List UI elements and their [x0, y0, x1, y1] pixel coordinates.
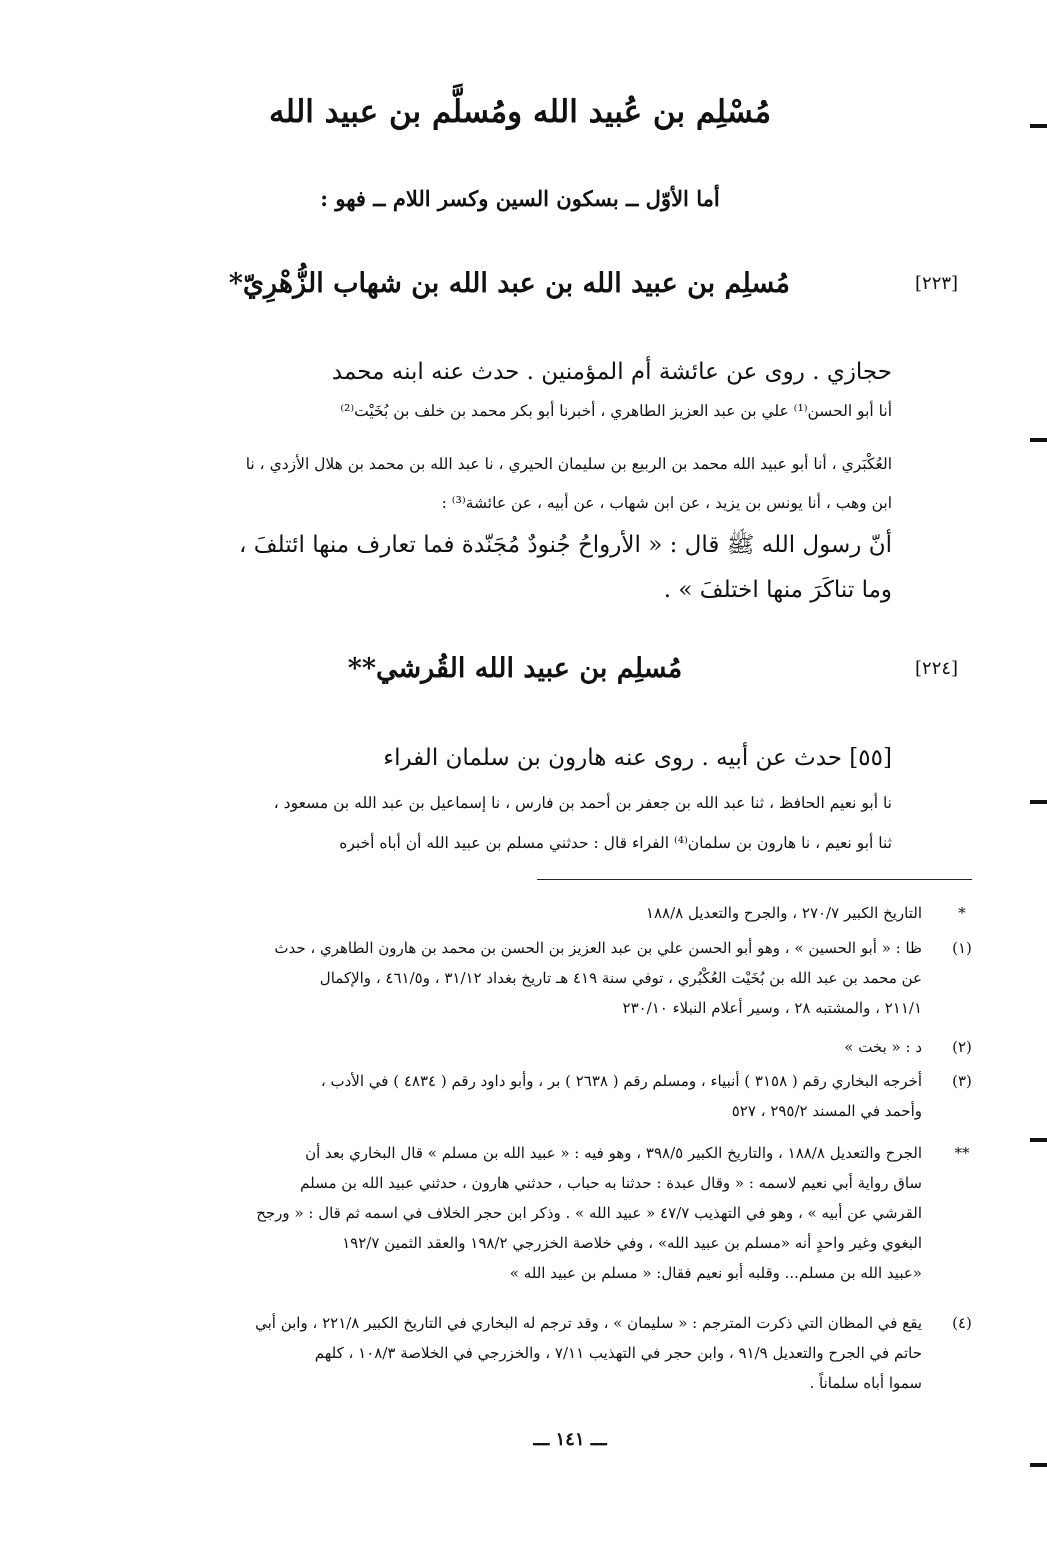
footnote [150, 933, 980, 1023]
page-number: ـــ ١٤١ ـــ [533, 1429, 607, 1450]
entry-intro: [٥٥] حدث عن أبيه . روى عنه هارون بن سلمان الفراء [383, 745, 892, 771]
footnote-line: التاريخ الكبير ٢٧٠/٧ ، والجرح والتعديل ١٨٨/٨ [645, 904, 922, 922]
footnote-line: ٢١١/١ ، والمشتبه ٢٨ ، وسير أعلام النبلاء ٢٣٠/١٠ [622, 999, 922, 1017]
footnote [150, 1032, 980, 1062]
footnote [150, 898, 980, 928]
footnote-mark: (١) [952, 939, 972, 957]
scan-edge-mark [1030, 124, 1047, 128]
entry-intro: حجازي . روى عن عائشة أم المؤمنين . حدث عنه ابنه محمد [331, 359, 892, 385]
scan-edge-mark [1030, 1138, 1047, 1142]
footnote-line: حاتم في الجرح والتعديل ٩١/٩ ، وابن حجر في التهذيب ٧/١١ ، والخزرجي في الخلاصة ١٠٨/٣ ، كلهم [314, 1344, 922, 1362]
footnote-line: ظا : « أبو الحسين » ، وهو أبو الحسن علي بن عبد العزيز بن الحسن بن محمد بن هارون الطاهري ، حدث [274, 939, 922, 957]
footnote-line: يقع في المظان التي ذكرت المترجم : « سليمان » ، وقد ترجم له البخاري في التاريخ الكبير ٢٢١/٨ ، وابن أبي [255, 1314, 922, 1332]
footnote-line: ساق رواية أبي نعيم لاسمه : « وقال عبدة : حدثنا به حباب ، حدثني هارون ، حدثني عبيد الله بن مسلم [300, 1174, 922, 1192]
entry-heading [150, 260, 980, 308]
footnote-line: عن محمد بن عبد الله بن بُخَيْت العُكْبُري ، توفي سنة ٤١٩ هـ تاريخ بغداد ٣١/١٢ ، و٤٦١/٥ ، والإكمال [319, 969, 922, 987]
footnote-line: سموا أباه سلماناً . [809, 1374, 922, 1392]
isnad-line: نا أبو نعيم الحافظ ، ثنا عبد الله بن جعفر بن أحمد بن فارس ، نا إسماعيل بن عبد الله بن مسعود ، [273, 794, 892, 812]
footnote-mark: (٤) [952, 1314, 972, 1332]
entry-heading [150, 645, 980, 693]
isnad-line: أنا أبو الحسن⁽¹⁾ علي بن عبد العزيز الطاهري ، أخبرنا أبو بكر محمد بن خلف بن بُخَيْت⁽²⁾ [340, 402, 892, 420]
isnad-line: ابن وهب ، أنا يونس بن يزيد ، عن ابن شهاب ، عن أبيه ، عن عائشة⁽³⁾ : [441, 494, 892, 512]
page-subtitle: أما الأوّل ــ بسكون السين وكسر اللام ــ فهو : [320, 186, 720, 211]
footnote-mark: ** [954, 1144, 970, 1162]
footnote-mark: * [958, 904, 966, 922]
entry-number: [٢٢٣] [915, 273, 959, 294]
isnad-line: ثنا أبو نعيم ، نا هارون بن سلمان⁽⁴⁾ الفراء قال : حدثني مسلم بن عبيد الله أن أباه أخبره [339, 834, 892, 852]
entry-heading-text: مُسلِم بن عبيد الله بن عبد الله بن شهاب الزُّهْرِيّ* [228, 268, 790, 299]
footnote-line: وأحمد في المسند ٢٩٥/٢ ، ٥٢٧ [731, 1102, 922, 1120]
footnote-line: أخرجه البخاري رقم ( ٣١٥٨ ) أنبياء ، ومسلم رقم ( ٢٦٣٨ ) بر ، وأبو داود رقم ( ٤٨٣٤ ) في الأدب ، [320, 1072, 922, 1090]
footnote [150, 1138, 980, 1288]
scan-edge-mark [1030, 1463, 1047, 1467]
scan-edge-mark [1030, 438, 1047, 442]
footnote [150, 1066, 980, 1126]
page-title: مُسْلِم بن عُبيد الله ومُسلَّم بن عبيد الله [268, 94, 772, 130]
scan-edge-mark [1030, 800, 1047, 804]
footnote-mark: (٣) [952, 1072, 972, 1090]
isnad-line: العُكْبَري ، أنا أبو عبيد الله محمد بن الربيع بن سليمان الحيري ، نا عبد الله بن محمد بن هلال الأزدي ، نا [245, 455, 892, 473]
footnote-line: د : « بخت » [844, 1038, 922, 1056]
footnote-line: «عبيد الله بن مسلم... وقلبه أبو نعيم فقال: « مسلم بن عبيد الله » [509, 1264, 922, 1282]
entry-number: [٢٢٤] [915, 658, 959, 679]
footnote-line: الجرح والتعديل ١٨٨/٨ ، والتاريخ الكبير ٣٩٨/٥ ، وهو فيه : « عبيد الله بن مسلم » قال البخاري بعد أن [305, 1144, 922, 1162]
footnote-line: البغوي وغير واحدٍ أنه «مسلم بن عبيد الله» ، وفي خلاصة الخزرجي ١٩٨/٢ والعقد الثمين ١٩٢/٧ [342, 1234, 922, 1252]
footnote-divider [537, 879, 972, 880]
hadith-line: أنّ رسول الله ﷺ قال : « الأرواحُ جُنودٌ مُجَنّدة فما تعارف منها ائتلفَ ، [239, 532, 892, 558]
footnote-mark: (٢) [952, 1038, 972, 1056]
hadith-line: وما تناكَرَ منها اختلفَ » . [663, 577, 892, 603]
footnote-line: القرشي عن أبيه » ، وهو في التهذيب ٤٧/٧ « عبيد الله » . وذكر ابن حجر الخلاف في اسمه ثم قال : « ورجح [256, 1204, 922, 1222]
footnote [150, 1308, 980, 1398]
entry-heading-text: مُسلِم بن عبيد الله القُرشي** [347, 653, 683, 684]
